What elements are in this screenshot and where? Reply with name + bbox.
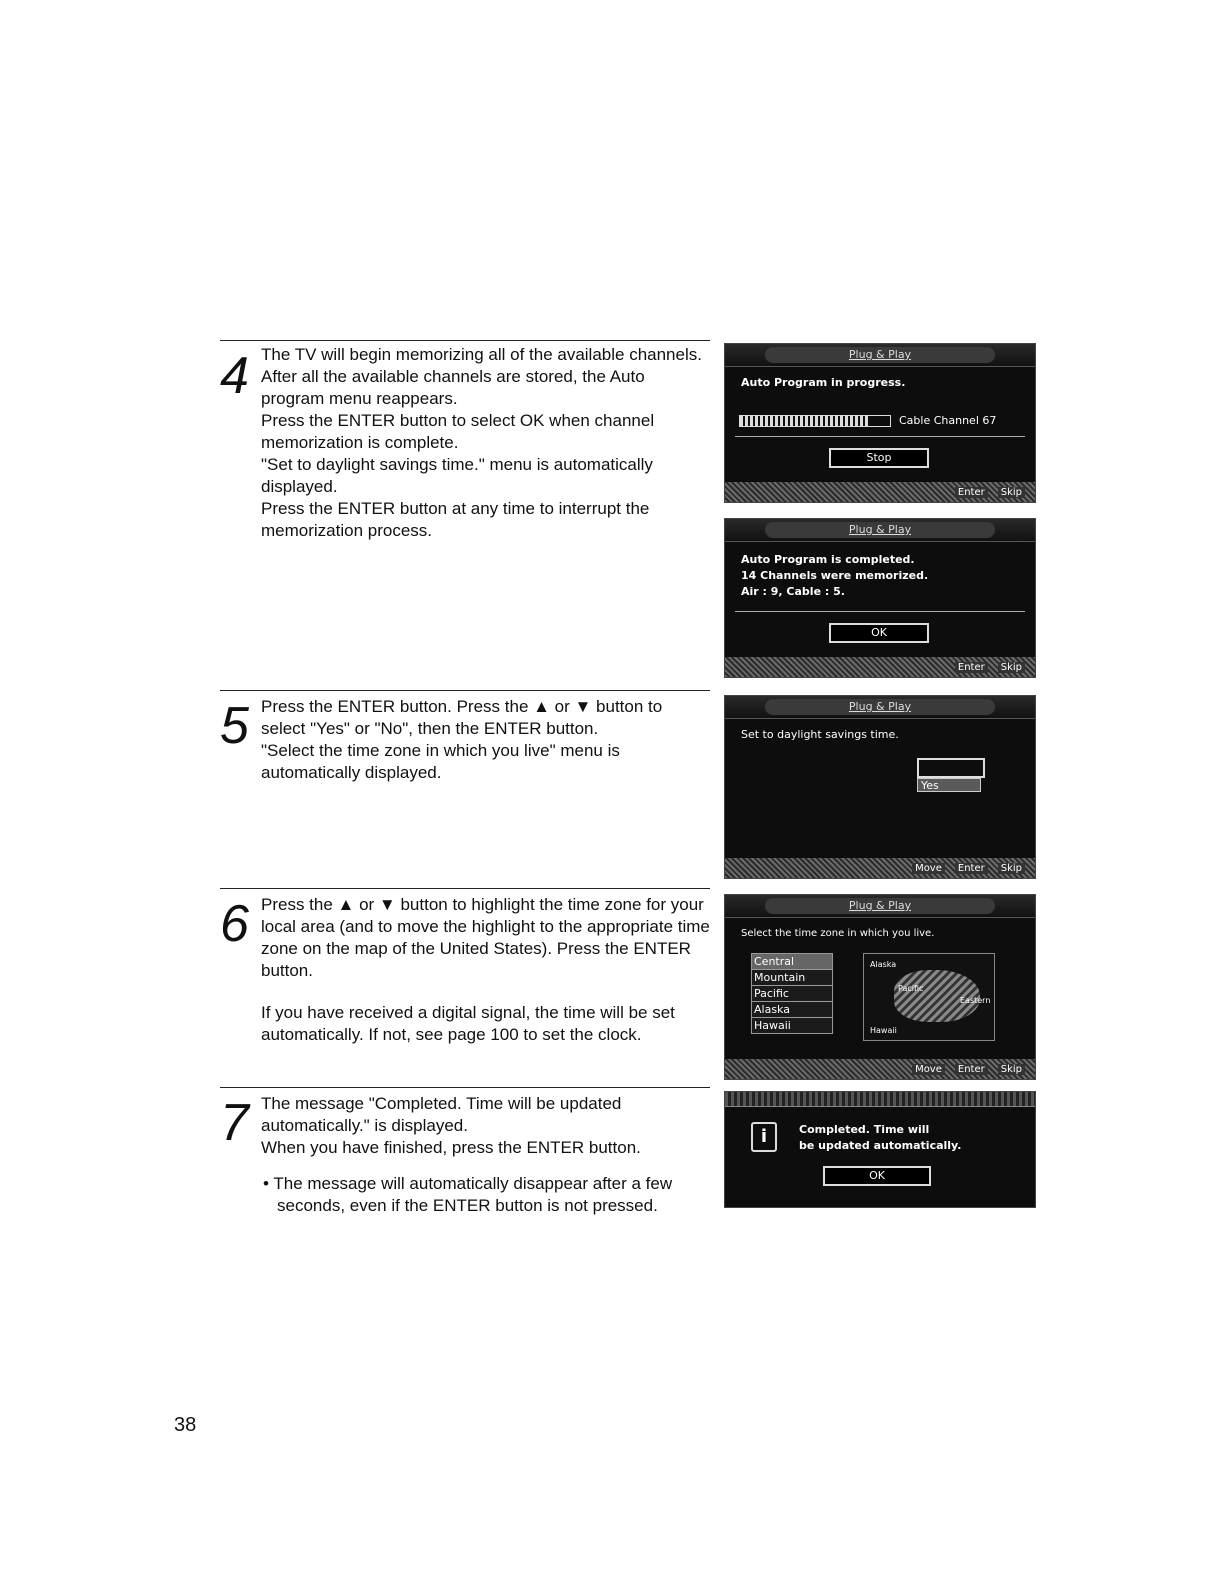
enter-hint: Enter	[955, 487, 988, 498]
progress-fill	[740, 416, 868, 426]
bullet-text: The message will automatically disappear after a few seconds, even if the ENTER button is not pressed.	[273, 1174, 673, 1215]
step-number: 6	[220, 895, 247, 953]
paragraph: If you have received a digital signal, the time will be set automatically. If not, see page 100 to set the clock.	[261, 1003, 675, 1044]
paragraph: Press the ENTER button. Press the ▲ or ▼ button to select "Yes" or "No", then the ENTER button.	[261, 697, 663, 738]
status-message	[725, 542, 1035, 600]
bullet-note: • The message will automatically disappear after a few seconds, even if the ENTER button is not pressed.	[263, 1174, 673, 1215]
menu-titlebar	[725, 344, 1035, 367]
move-hint: Move	[912, 863, 945, 874]
menu-footer	[725, 482, 1035, 502]
info-icon: i	[751, 1122, 777, 1152]
tz-alaska[interactable]: Alaska	[751, 1002, 833, 1018]
map-label-alaska: Alaska	[870, 960, 897, 969]
menu-titlebar	[725, 696, 1035, 719]
message-line: Auto Program is completed.	[741, 553, 915, 566]
tz-central[interactable]: Central	[751, 953, 833, 970]
progress-label: Cable Channel 67	[899, 414, 997, 427]
paragraph: The TV will begin memorizing all of the available channels. After all the available channels are stored, the Auto program menu reappears.	[261, 345, 702, 408]
ok-button[interactable]: OK	[829, 623, 929, 643]
menu-footer	[725, 1059, 1035, 1079]
rule	[220, 1087, 710, 1088]
tz-mountain[interactable]: Mountain	[751, 970, 833, 986]
menu-title: Plug & Play	[765, 347, 995, 363]
menu-title: Plug & Play	[765, 522, 995, 538]
paragraph: The message "Completed. Time will be updated automatically." is displayed.	[261, 1094, 622, 1135]
map-label-eastern: Eastern	[960, 996, 991, 1005]
skip-hint: Skip	[998, 487, 1025, 498]
enter-hint: Enter	[955, 1064, 988, 1075]
menu-footer	[725, 657, 1035, 677]
message-line: 14 Channels were memorized.	[741, 569, 929, 582]
menu-footer	[725, 858, 1035, 878]
screen-completed-message	[724, 1091, 1036, 1208]
page-number: 38	[174, 1414, 197, 1436]
paragraph: Press the ENTER button to select OK when channel memorization is complete.	[261, 411, 655, 452]
skip-hint: Skip	[998, 1064, 1025, 1075]
screen-daylight-savings	[724, 695, 1036, 879]
menu-title: Plug & Play	[765, 898, 995, 914]
completed-message	[799, 1122, 961, 1154]
enter-hint: Enter	[955, 863, 988, 874]
rule	[220, 888, 710, 889]
option-box[interactable]	[917, 758, 985, 778]
map-label-hawaii: Hawaii	[870, 1026, 897, 1035]
ok-button[interactable]: OK	[823, 1166, 931, 1186]
menu-titlebar	[725, 895, 1035, 918]
step-text	[261, 696, 711, 784]
move-hint: Move	[912, 1064, 945, 1075]
prompt-message: Set to daylight savings time.	[741, 728, 899, 741]
screen-auto-program-completed	[724, 518, 1036, 678]
prompt-message: Select the time zone in which you live.	[741, 928, 935, 939]
step-text	[261, 1093, 711, 1217]
paragraph: "Select the time zone in which you live" menu is automatically displayed.	[261, 741, 620, 782]
stop-button[interactable]: Stop	[829, 448, 929, 468]
paragraph: "Set to daylight savings time." menu is automatically displayed.	[261, 455, 653, 496]
progress-bar	[739, 415, 891, 427]
screen-auto-program-progress	[724, 343, 1036, 503]
divider	[735, 436, 1025, 437]
skip-hint: Skip	[998, 662, 1025, 673]
paragraph: Press the ENTER button at any time to interrupt the memorization process.	[261, 499, 650, 540]
status-message: Auto Program in progress.	[741, 376, 906, 389]
divider	[735, 611, 1025, 612]
message-line: Completed. Time will	[799, 1123, 930, 1136]
map-label-pacific: Pacific	[898, 984, 924, 993]
step-text	[261, 894, 711, 1046]
menu-titlebar	[725, 1092, 1035, 1107]
option-yes[interactable]: Yes	[917, 778, 981, 792]
menu-titlebar	[725, 519, 1035, 542]
message-line: be updated automatically.	[799, 1139, 962, 1152]
time-zone-list	[751, 953, 833, 1034]
us-time-zone-map	[863, 953, 995, 1041]
paragraph: When you have finished, press the ENTER button.	[261, 1138, 641, 1157]
skip-hint: Skip	[998, 863, 1025, 874]
enter-hint: Enter	[955, 662, 988, 673]
menu-title: Plug & Play	[765, 699, 995, 715]
message-line: Air : 9, Cable : 5.	[741, 585, 845, 598]
rule	[220, 690, 710, 691]
rule	[220, 340, 710, 341]
step-text	[261, 344, 711, 542]
paragraph: Press the ▲ or ▼ button to highlight the time zone for your local area (and to move the highlight to the appropriate time zone on the map of the United States). Press the ENTER button.	[261, 895, 710, 980]
step-number: 7	[220, 1094, 247, 1152]
tz-pacific[interactable]: Pacific	[751, 986, 833, 1002]
step-number: 5	[220, 697, 247, 755]
step-number: 4	[220, 347, 247, 405]
tz-hawaii[interactable]: Hawaii	[751, 1018, 833, 1034]
screen-time-zone	[724, 894, 1036, 1080]
